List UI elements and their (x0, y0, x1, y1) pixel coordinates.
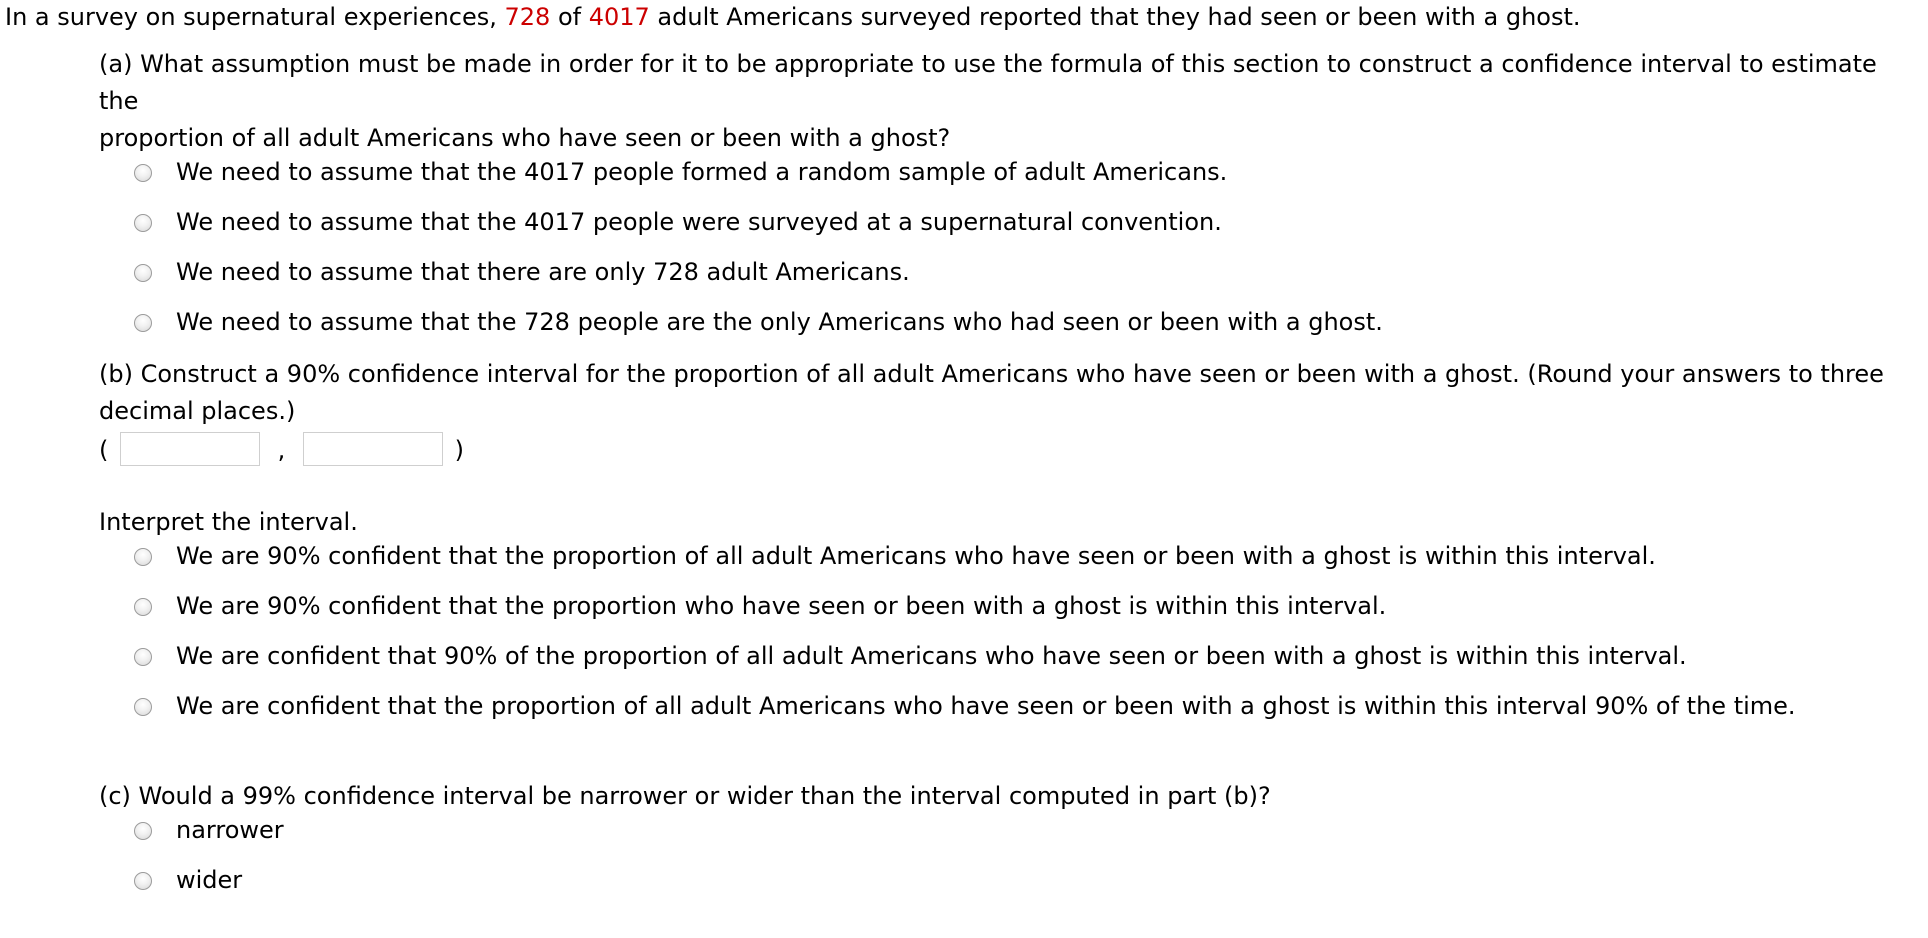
part-b-interpretation (99, 504, 1899, 741)
option-label: We need to assume that the 728 people are the only Americans who had seen or been with a ghost. (176, 308, 1383, 336)
option-label: We need to assume that the 4017 people were surveyed at a supernatural convention. (176, 208, 1222, 236)
option-label: We need to assume that the 4017 people formed a random sample of adult Americans. (176, 158, 1228, 186)
intro-of: of (550, 3, 589, 31)
radio-button-icon[interactable] (134, 598, 152, 616)
part-a-prompt-line-1: (a) What assumption must be made in order for it to be appropriate to use the formula of this section to construct a confidence interval to estimate the (99, 50, 1877, 115)
interpret-option-4[interactable] (99, 691, 1899, 741)
part-a-option-1[interactable] (99, 157, 1899, 207)
part-a-option-3[interactable] (99, 257, 1899, 307)
lower-bound-input[interactable] (120, 432, 260, 466)
intro-prefix: In a survey on supernatural experiences, (5, 3, 505, 31)
part-a-prompt (99, 46, 1899, 157)
option-label: We are 90% confident that the proportion who have seen or been with a ghost is within this interval. (176, 592, 1387, 620)
open-paren: ( (99, 436, 109, 464)
part-c-option-narrower[interactable] (99, 815, 1899, 865)
interval-comma: , (277, 436, 286, 464)
radio-button-icon[interactable] (134, 548, 152, 566)
option-label: We need to assume that there are only 728 adult Americans. (176, 258, 910, 286)
radio-button-icon[interactable] (134, 314, 152, 332)
option-label: wider (176, 866, 243, 894)
option-label: We are confident that the proportion of all adult Americans who have seen or been with a ghost is within this interval 90% of the time. (176, 692, 1796, 720)
radio-button-icon[interactable] (134, 214, 152, 232)
part-b (99, 356, 1899, 472)
radio-button-icon[interactable] (134, 164, 152, 182)
interpret-option-2[interactable] (99, 591, 1899, 641)
part-a-option-2[interactable] (99, 207, 1899, 257)
radio-button-icon[interactable] (134, 264, 152, 282)
part-c-options (99, 815, 1899, 915)
radio-button-icon[interactable] (134, 822, 152, 840)
interval-answer-row (99, 432, 1899, 472)
option-label: We are confident that 90% of the proportion of all adult Americans who have seen or been with a ghost is within this interval. (176, 642, 1687, 670)
interpret-prompt: Interpret the interval. (99, 508, 358, 536)
problem-statement (5, 2, 1581, 32)
upper-bound-input[interactable] (303, 432, 443, 466)
part-a-option-4[interactable] (99, 307, 1899, 357)
interpret-option-1[interactable] (99, 541, 1899, 591)
part-b-prompt-line-1: (b) Construct a 90% confidence interval for the proportion of all adult Americans who have seen or been with a ghost. (Round your answers to three (99, 360, 1884, 388)
part-b-prompt-line-2: decimal places.) (99, 397, 296, 425)
radio-button-icon[interactable] (134, 872, 152, 890)
part-a-prompt-line-2: proportion of all adult Americans who have seen or been with a ghost? (99, 124, 951, 152)
radio-button-icon[interactable] (134, 698, 152, 716)
intro-suffix: adult Americans surveyed reported that they had seen or been with a ghost. (649, 3, 1581, 31)
radio-button-icon[interactable] (134, 648, 152, 666)
option-label: narrower (176, 816, 284, 844)
close-paren: ) (454, 436, 464, 464)
part-c (99, 778, 1899, 915)
part-c-prompt: (c) Would a 99% confidence interval be narrower or wider than the interval computed in part (b)? (99, 782, 1271, 810)
interpret-option-3[interactable] (99, 641, 1899, 691)
ghost-count: 728 (504, 3, 551, 31)
surveyed-total: 4017 (588, 3, 650, 31)
part-b-prompt (99, 356, 1899, 430)
part-c-option-wider[interactable] (99, 865, 1899, 915)
part-a (99, 46, 1899, 357)
option-label: We are 90% confident that the proportion of all adult Americans who have seen or been with a ghost is within this interval. (176, 542, 1656, 570)
part-a-options (99, 157, 1899, 357)
interpret-options (99, 541, 1899, 741)
